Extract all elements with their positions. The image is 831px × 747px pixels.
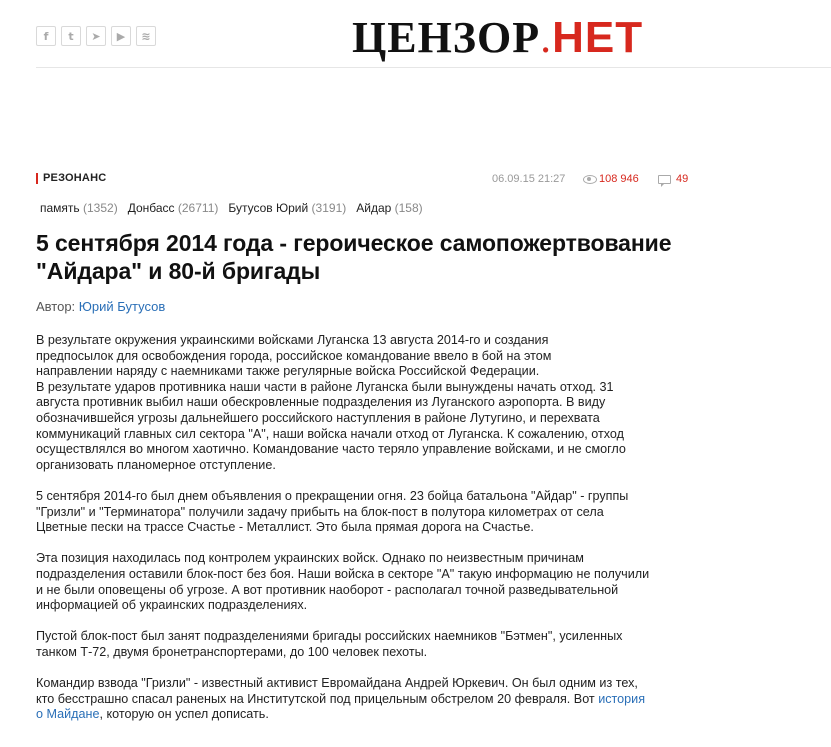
publish-date: 06.09.15 21:27	[492, 173, 566, 185]
paragraph: Пустой блок-пост был занят подразделениями бригады российских наемников "Бэтмен", усиленных танком Т-72, двумя бронетранспортерами, до 100 человек пехоты.	[36, 629, 623, 659]
eye-icon	[583, 175, 597, 184]
article-body	[36, 333, 692, 723]
tag-item[interactable]: Айдар (158)	[356, 201, 423, 215]
tag-list	[40, 201, 423, 215]
social-links	[36, 26, 156, 46]
paragraph: Командир взвода "Гризли" - известный активист Евромайдана Андрей Юркевич. Он был одним из тех, кто бесстрашно спасал раненых на Институтской под прицельным обстрелом 20 февраля. Вот история о Майдане, которую он успел дописать.	[36, 676, 646, 722]
views-counter	[583, 173, 639, 185]
header-divider	[36, 67, 831, 68]
comments-count: 49	[676, 173, 689, 185]
author-link[interactable]: Юрий Бутусов	[78, 299, 166, 314]
logo-dot: .	[540, 13, 553, 62]
comments-counter[interactable]	[658, 173, 688, 185]
telegram-icon[interactable]: ➤	[86, 26, 106, 46]
tag-item[interactable]: Донбасс (26711)	[127, 201, 219, 215]
rss-icon[interactable]: ≋	[136, 26, 156, 46]
author-label: Автор:	[36, 299, 76, 314]
logo-part2: НЕТ	[552, 13, 644, 62]
paragraph: Эта позиция находилась под контролем украинских войск. Однако по неизвестным причинам подразделения оставили блок-пост без боя. Наши войска в секторе "А" такую информацию не получили и не были оповещены об угрозе. А вот противник наоборот - располагал точной разведывательной информацией об украинских подразделениях.	[36, 551, 650, 613]
youtube-icon[interactable]: ▶	[111, 26, 131, 46]
article-meta	[36, 172, 688, 186]
tag-item[interactable]: Бутусов Юрий (3191)	[228, 201, 347, 215]
facebook-icon[interactable]: f	[36, 26, 56, 46]
paragraph: В результате окружения украинскими войсками Луганска 13 августа 2014-го и создания предпосылок для освобождения города, российское командование ввело в бой на этом направлении наряду с наемниками также регулярные войска Российской Федерации.	[36, 333, 552, 379]
comment-icon	[658, 175, 671, 184]
paragraph: 5 сентября 2014-го был днем объявления о прекращении огня. 23 бойца батальона "Айдар" - группы "Гризли" и "Терминатора" получили задачу прибыть на блок-пост в полутора километрах от села Цветные пески на трассе Счастье - Металлист. Это была прямая дорога на Счастье.	[36, 488, 629, 535]
article-title: 5 сентября 2014 года - героическое самопожертвование "Айдара" и 80-й бригады	[36, 230, 672, 284]
logo-part1: ЦЕНЗОР	[352, 13, 541, 62]
article-author	[36, 299, 165, 314]
site-logo[interactable]	[352, 14, 643, 62]
views-count: 108 946	[599, 173, 639, 185]
tag-item[interactable]: память (1352)	[40, 201, 118, 215]
history-link[interactable]: история	[598, 691, 646, 706]
rubric-label[interactable]: РЕЗОНАНС	[36, 172, 106, 184]
twitter-icon[interactable]: t	[61, 26, 81, 46]
site-header	[0, 0, 831, 70]
paragraph: В результате ударов противника наши части в районе Луганска были вынуждены начать отход. 31 августа противник выбил наши обескровленные подразделения из Луганского аэропорта. В виду обозначившейся угрозы дальнейшего российского наступления в районе Лутугино, и перехвата коммуникаций главных сил сектора "А", наши войска начали отход от Луганска. К сожалению, отход осуществлялся во многом хаотично. Командование часто теряло управление войсками, и не смогло организовать планомерное отступление.	[36, 379, 626, 472]
history-link-continued[interactable]: о Майдане	[36, 707, 100, 722]
